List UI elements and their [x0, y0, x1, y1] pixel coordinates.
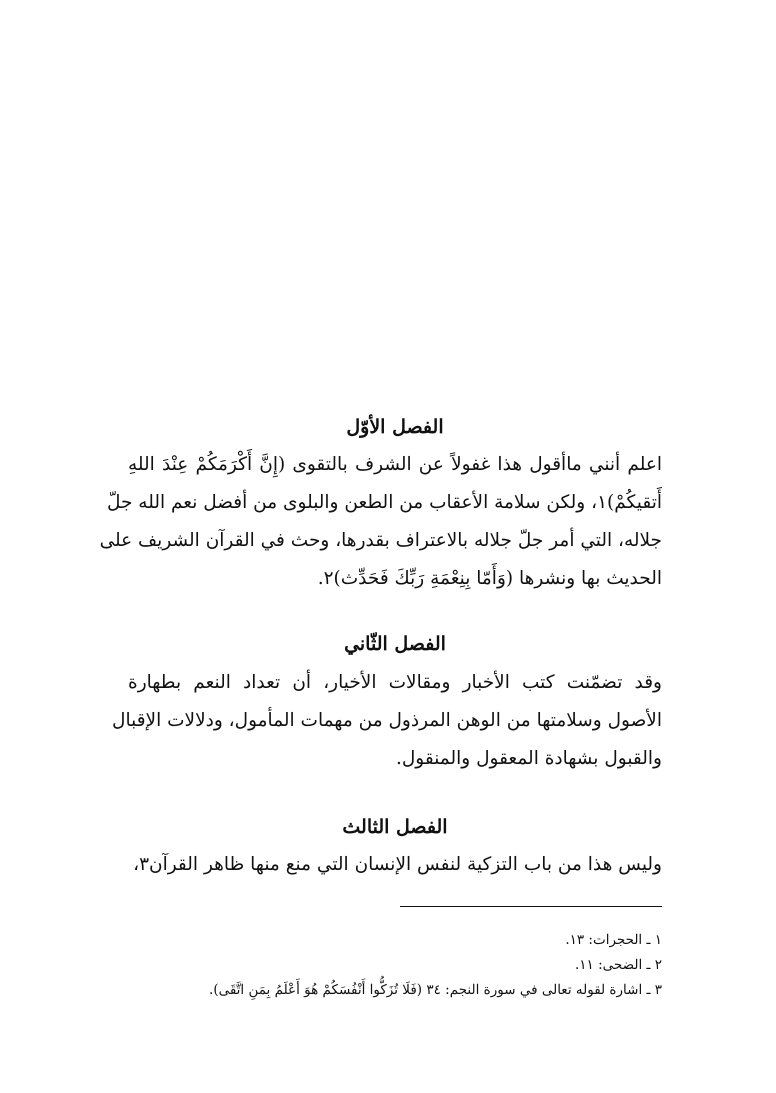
section-1-line-1: اعلم أنني ماأقول هذا غفولاً عن الشرف بالتقوى (إِنَّ أَكْرَمَكُمْ عِنْدَ اللهِ: [128, 454, 662, 475]
section-1-title: الفصل الأوّل: [346, 416, 444, 438]
footnotes: [128, 928, 662, 1003]
section-2-body: [112, 664, 662, 778]
section-3-title: الفصل الثالث: [342, 816, 448, 838]
footnote-1: ١ ـ الحجرات: ١٣.: [565, 932, 662, 948]
footnote-2: ٢ ـ الضحى: ١١.: [575, 957, 662, 973]
footnote-3: ٣ ـ اشارة لقوله تعالى في سورة النجم: ٣٤ (فَلَا تُزَكُّوا أَنْفُسَكُمْ هُوَ أَعْلَمُ بِمَنِ اتَّقَى).: [209, 982, 662, 998]
section-3-line-1: وليس هذا من باب التزكية لنفس الإنسان التي منع منها ظاهر القرآن٣،: [133, 854, 662, 875]
section-2-line-3: والقبول بشهادة المعقول والمنقول.: [395, 748, 662, 769]
section-1-line-3: جلاله، التي أمر جلّ جلاله بالاعتراف بقدرها، وحث في القرآن الشريف على: [99, 530, 662, 551]
section-1-line-4: الحديث بها ونشرها (وَأَمّا بِنِعْمَةِ رَبِّكَ فَحَدِّث)٢.: [317, 568, 662, 589]
section-2-title: الفصل الثّاني: [344, 633, 446, 655]
section-2-line-2: الأصول وسلامتها من الوهن المرذول من مهمات المأمول، ودلالات الإقبال: [112, 710, 662, 731]
section-1-line-2: أَتقيكُمْ)١، ولكن سلامة الأعقاب من الطعن والبلوى من أفضل نعم الله جلّ: [106, 492, 662, 513]
section-1-body: [99, 446, 662, 598]
section-2-line-1: وقد تضمّنت كتب الأخبار ومقالات الأخيار، أن تعداد النعم بطهارة: [128, 672, 662, 693]
footnote-divider: [400, 906, 662, 907]
section-3-body: [128, 846, 662, 884]
